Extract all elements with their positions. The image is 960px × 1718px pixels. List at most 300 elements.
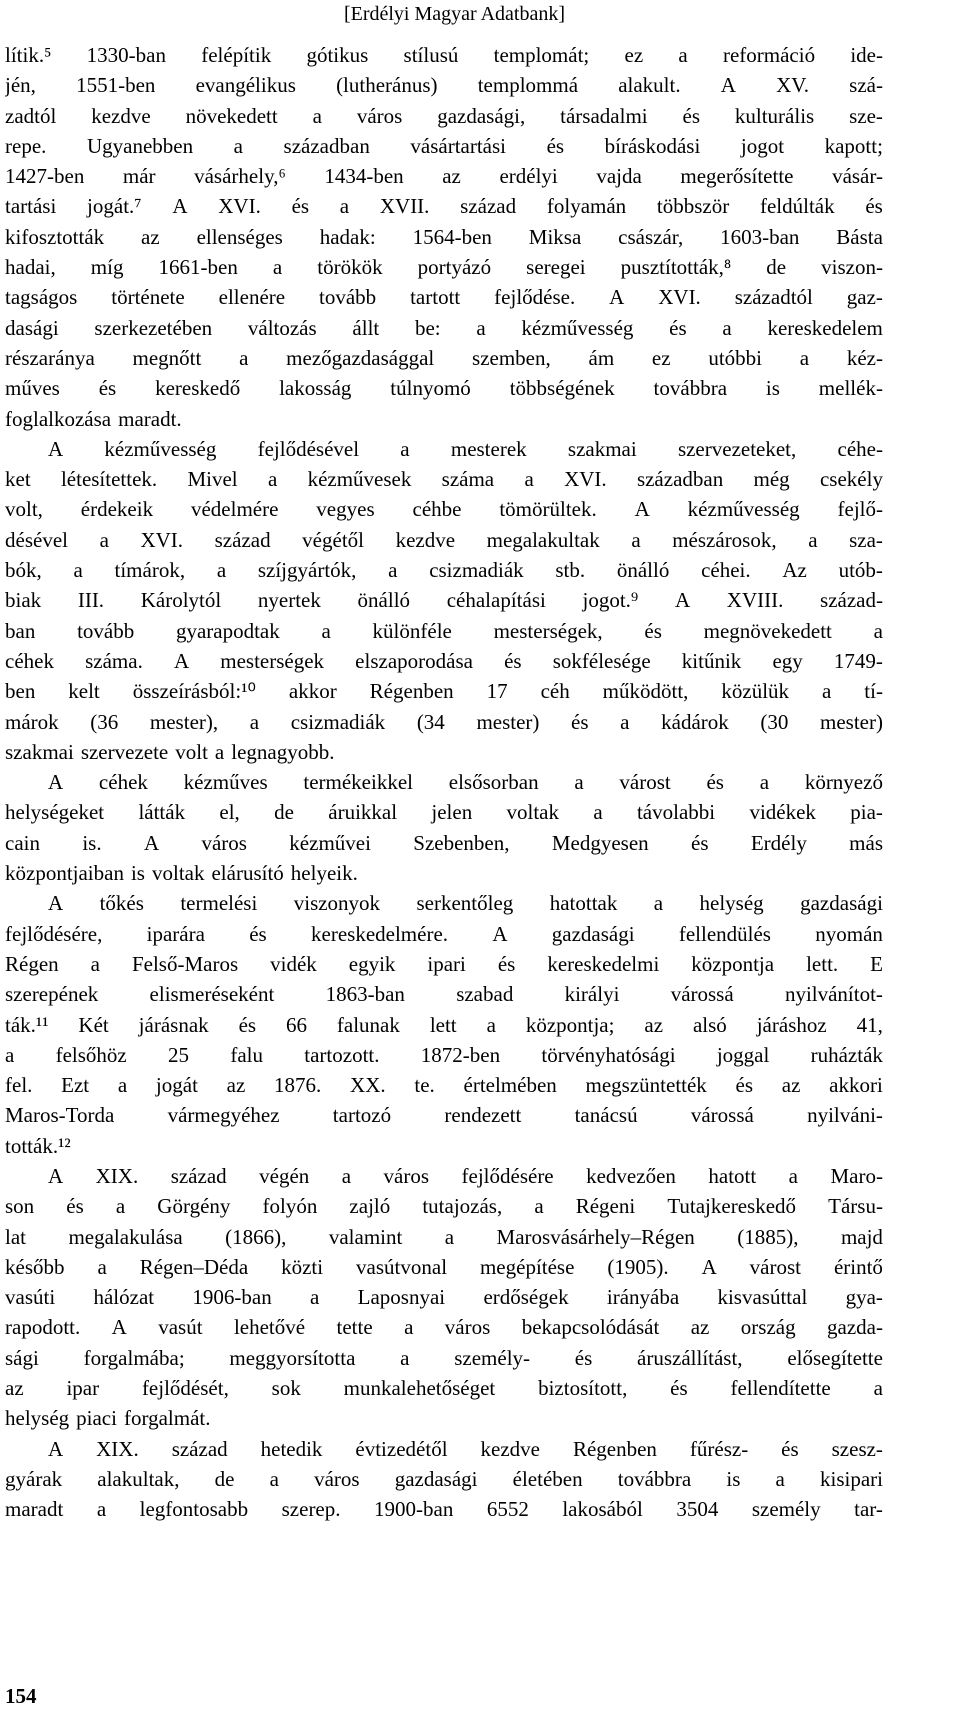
- word: fel.: [5, 1073, 33, 1098]
- word: ország: [740, 1315, 796, 1340]
- word: járásnak: [138, 1012, 209, 1037]
- word: A: [48, 436, 64, 461]
- word: 25: [168, 1042, 190, 1067]
- word: forgalmát.: [123, 1406, 211, 1431]
- word: serkentőleg: [416, 891, 514, 916]
- word: a: [115, 1194, 126, 1219]
- word: Az: [782, 558, 807, 583]
- word: és: [249, 921, 267, 946]
- word: Ugyanebben: [86, 133, 194, 158]
- word: várossá: [690, 1103, 754, 1128]
- word: tímárok,: [114, 558, 186, 583]
- word: tette: [336, 1315, 373, 1340]
- word: 3504: [676, 1497, 719, 1522]
- word: Régen–Déda: [139, 1254, 249, 1279]
- word: fejlődésével: [257, 436, 360, 461]
- word: fellendülés: [678, 921, 771, 946]
- word: 1603-ban: [720, 224, 800, 249]
- word: legnagyobb.: [231, 739, 335, 764]
- word: század: [170, 1163, 227, 1188]
- word: már: [122, 164, 156, 189]
- word: el,: [219, 800, 240, 825]
- word: XVIII.: [726, 588, 784, 613]
- word: forgalmába;: [83, 1345, 185, 1370]
- text-line: [5, 1222, 883, 1252]
- word: vasúti: [5, 1285, 56, 1310]
- word: csizmadiák: [290, 709, 386, 734]
- word: céhalapítási: [446, 588, 546, 613]
- word: seregei: [526, 255, 586, 280]
- word: is: [726, 1466, 741, 1491]
- word: tömörültek.: [499, 497, 597, 522]
- word: 1906-ban: [192, 1285, 272, 1310]
- word: várost: [749, 1254, 801, 1279]
- text-line: [5, 858, 883, 888]
- word: sági: [5, 1345, 39, 1370]
- word: a: [775, 1466, 785, 1491]
- word: XIX.: [95, 1163, 139, 1188]
- word: a: [404, 1315, 414, 1340]
- word: mester): [476, 709, 540, 734]
- text-line: [5, 282, 883, 312]
- word: zadtól: [5, 103, 57, 128]
- word: gazdasági: [394, 1466, 478, 1491]
- word: is: [130, 861, 145, 886]
- word: Mivel: [187, 467, 238, 492]
- word: felépítik: [201, 43, 272, 67]
- word: szíjgyártók,: [257, 558, 357, 583]
- word: királyi: [564, 982, 620, 1007]
- word: század: [460, 194, 517, 219]
- word: században: [283, 133, 370, 158]
- word: hatott: [708, 1163, 757, 1188]
- word: a: [90, 951, 100, 976]
- word: a: [593, 800, 603, 825]
- word: kádárok: [661, 709, 729, 734]
- word: a: [444, 1224, 455, 1249]
- word: az: [226, 1073, 246, 1098]
- word: viszonyok: [293, 891, 381, 916]
- word: életében: [512, 1466, 583, 1491]
- word: désével: [5, 527, 68, 552]
- word: céhek: [98, 770, 148, 795]
- word: város: [314, 1466, 360, 1491]
- text-line: [5, 434, 883, 464]
- word: helység: [5, 1406, 70, 1431]
- word: (30: [760, 709, 789, 734]
- word: 6552: [486, 1497, 529, 1522]
- word: 1661-ben: [158, 255, 238, 280]
- text-line: [5, 767, 883, 797]
- word: sze-: [849, 103, 883, 128]
- word: vásár-: [832, 164, 883, 189]
- word: repe.: [5, 133, 47, 158]
- word: XV.: [776, 73, 809, 98]
- word: A: [701, 1254, 717, 1279]
- word: Régeni: [575, 1194, 636, 1219]
- word: kisipari: [820, 1466, 883, 1491]
- word: a: [388, 558, 398, 583]
- word: a: [312, 103, 322, 128]
- word: kitűnik: [681, 648, 742, 673]
- word: kézművei: [289, 830, 371, 855]
- word: kelt: [68, 679, 100, 704]
- word: 1434-ben: [324, 164, 404, 189]
- word: kisvasúttal: [717, 1285, 808, 1310]
- word: többször: [656, 194, 730, 219]
- word: A: [48, 770, 64, 795]
- word: A: [492, 921, 508, 946]
- word: lehetővé: [233, 1315, 306, 1340]
- word: kereskedelmére.: [311, 921, 449, 946]
- word: járáshoz: [756, 1012, 827, 1037]
- word: vasútvonal: [356, 1254, 448, 1279]
- word: rendezett: [444, 1103, 522, 1128]
- text-line: [5, 1161, 883, 1191]
- word: evangélikus: [195, 73, 296, 98]
- word: fellendítette: [730, 1376, 831, 1401]
- word: 66: [285, 1012, 307, 1037]
- text-line: [5, 343, 883, 373]
- word: irányába: [606, 1285, 680, 1310]
- word: csizmadiák: [429, 558, 524, 583]
- word: város: [201, 830, 247, 855]
- word: te.: [414, 1073, 435, 1098]
- word: részaránya: [5, 345, 95, 370]
- word: termékeikkel: [303, 770, 413, 795]
- word: hadak:: [319, 224, 376, 249]
- word: mester): [820, 709, 883, 734]
- word: összeírásból:¹⁰: [132, 679, 256, 704]
- word: (1885),: [737, 1224, 799, 1249]
- text-line: [5, 131, 883, 161]
- word: míg: [90, 255, 124, 280]
- word: tartott: [410, 285, 461, 310]
- word: szakmai: [567, 436, 637, 461]
- word: kézművesek: [307, 467, 412, 492]
- text-line: [5, 161, 883, 191]
- page-header: [Erdélyi Magyar Adatbank]: [343, 3, 565, 25]
- word: szemben,: [472, 345, 551, 370]
- word: legfontosabb: [139, 1497, 249, 1522]
- word: XVI.: [218, 194, 261, 219]
- word: tanácsú: [574, 1103, 638, 1128]
- word: stb.: [555, 558, 586, 583]
- word: jelen: [431, 800, 473, 825]
- word: volt,: [5, 497, 43, 522]
- word: erdőségek: [483, 1285, 569, 1310]
- word: tagságos: [5, 285, 78, 310]
- word: szesz-: [831, 1436, 883, 1461]
- word: (1905).: [607, 1254, 669, 1279]
- word: várossá: [670, 982, 734, 1007]
- word: tí-: [864, 679, 883, 704]
- word: volt: [175, 739, 208, 764]
- word: bekapcsolódását: [521, 1315, 660, 1340]
- text-line: [5, 313, 883, 343]
- word: ám: [588, 345, 615, 370]
- word: zajló: [349, 1194, 391, 1219]
- word: nyertek: [257, 588, 321, 613]
- word: elsősorban: [448, 770, 539, 795]
- word: látták: [138, 800, 186, 825]
- word: reformáció: [722, 43, 816, 67]
- word: A: [609, 285, 625, 310]
- word: biztosított,: [538, 1376, 628, 1401]
- word: vidék: [270, 951, 317, 976]
- word: megalakulása: [68, 1224, 183, 1249]
- word: A: [634, 497, 650, 522]
- word: maradt: [5, 1497, 64, 1522]
- word: a: [678, 43, 688, 67]
- word: évtizedétől: [355, 1436, 448, 1461]
- word: érintő: [833, 1254, 883, 1279]
- word: és: [691, 830, 709, 855]
- word: gyarapodtak: [175, 618, 280, 643]
- word: a: [486, 1012, 496, 1037]
- word: a: [620, 709, 630, 734]
- word: hetedik: [260, 1436, 323, 1461]
- word: E: [870, 951, 883, 976]
- word: környező: [804, 770, 883, 795]
- word: vidékek: [749, 800, 816, 825]
- text-line: [5, 1100, 883, 1130]
- word: (34: [416, 709, 445, 734]
- text-line: [5, 949, 883, 979]
- word: kereskedő: [155, 376, 241, 401]
- word: ez: [651, 345, 671, 370]
- word: mezőgazdasággal: [286, 345, 435, 370]
- word: távolabbi: [636, 800, 716, 825]
- word: mesterek: [450, 436, 527, 461]
- word: akkor: [288, 679, 337, 704]
- word: tutajozás,: [422, 1194, 503, 1219]
- word: várost: [619, 770, 671, 795]
- word: 1551-ben: [76, 73, 156, 98]
- word: 17: [486, 679, 508, 704]
- text-line: [5, 676, 883, 706]
- word: gazdasági,: [437, 103, 526, 128]
- word: helység: [699, 891, 764, 916]
- word: rapodott.: [5, 1315, 81, 1340]
- word: gya-: [845, 1285, 883, 1310]
- word: az: [690, 1315, 710, 1340]
- word: vásártartási: [410, 133, 507, 158]
- word: Erdély: [750, 830, 807, 855]
- word: tartási: [5, 194, 57, 219]
- word: szerkezetében: [94, 315, 213, 340]
- word: száma: [441, 467, 495, 492]
- word: mellék-: [818, 376, 883, 401]
- word: voltak: [151, 861, 205, 886]
- word: vásárhely,⁶: [194, 164, 286, 189]
- word: Régen: [5, 951, 59, 976]
- word: szá-: [849, 73, 883, 98]
- word: ez: [624, 43, 644, 67]
- word: gazdasági: [551, 921, 635, 946]
- word: törökök: [317, 255, 383, 280]
- word: voltak: [506, 800, 560, 825]
- word: fejlődésére: [461, 1163, 554, 1188]
- word: utóbbi: [708, 345, 762, 370]
- word: jogát.⁷: [87, 194, 142, 219]
- word: pia-: [850, 800, 883, 825]
- word: kezdve: [395, 527, 456, 552]
- text-line: [5, 373, 883, 403]
- word: központja;: [525, 1012, 615, 1037]
- word: folyón: [262, 1194, 318, 1219]
- word: fejlődését,: [141, 1376, 229, 1401]
- word: A: [48, 1163, 64, 1188]
- word: végén: [259, 1163, 310, 1188]
- word: Régenben: [369, 679, 454, 704]
- word: alakultak,: [97, 1466, 180, 1491]
- word: Felső-Maros: [131, 951, 239, 976]
- word: túlnyomó: [390, 376, 471, 401]
- word: a: [233, 133, 243, 158]
- word: a: [653, 891, 664, 916]
- text-line: [5, 1252, 883, 1282]
- word: önálló: [616, 558, 670, 583]
- word: századtól: [734, 285, 813, 310]
- text-line: [5, 494, 883, 524]
- word: lakosság: [279, 376, 352, 401]
- word: az: [141, 224, 160, 249]
- word: sza-: [849, 527, 883, 552]
- word: (36: [90, 709, 119, 734]
- word: A: [172, 194, 188, 219]
- word: céhe-: [837, 436, 883, 461]
- word: templommá: [477, 73, 579, 98]
- word: és: [669, 315, 687, 340]
- word: jogot.⁹: [582, 588, 639, 613]
- word: város: [444, 1315, 491, 1340]
- word: központja: [691, 951, 775, 976]
- word: a: [822, 679, 832, 704]
- word: Ezt: [61, 1073, 90, 1098]
- word: hálózat: [93, 1285, 155, 1310]
- word: elszaporodása: [355, 648, 473, 673]
- word: önálló: [357, 588, 411, 613]
- word: vajda: [596, 164, 642, 189]
- word: Laposnyai: [357, 1285, 446, 1310]
- word: utób-: [838, 558, 883, 583]
- word: XIX.: [96, 1436, 139, 1461]
- text-line: [5, 40, 883, 70]
- word: be:: [414, 315, 441, 340]
- word: sok: [271, 1376, 301, 1401]
- word: Görgény: [157, 1194, 231, 1219]
- word: III.: [77, 588, 105, 613]
- text-line: [5, 1373, 883, 1403]
- word: szakmai: [5, 739, 74, 764]
- word: és: [574, 1345, 593, 1370]
- word: száma.: [85, 648, 143, 673]
- word: a: [873, 618, 883, 643]
- word: és: [781, 1436, 799, 1461]
- word: század-: [820, 588, 883, 613]
- word: a: [873, 1376, 883, 1401]
- page-number: 154: [5, 1684, 37, 1708]
- word: megszüntették: [585, 1073, 707, 1098]
- word: A: [111, 1315, 127, 1340]
- word: jogot: [740, 133, 785, 158]
- word: piaci: [76, 1406, 117, 1431]
- word: majd: [840, 1224, 883, 1249]
- text-line: [5, 646, 883, 676]
- word: a: [321, 618, 331, 643]
- word: elismeréseként: [149, 982, 275, 1007]
- word: gaz-: [846, 285, 883, 310]
- word: áruszállítást,: [637, 1345, 743, 1370]
- word: gazdasági: [800, 891, 883, 916]
- word: tartozott.: [304, 1042, 380, 1067]
- word: kifosztották: [5, 224, 105, 249]
- word: kereskedelem: [767, 315, 883, 340]
- word: kapott;: [824, 133, 883, 158]
- word: Károlytól: [140, 588, 222, 613]
- word: Medgyesen: [551, 830, 649, 855]
- word: a: [722, 315, 732, 340]
- word: dasági: [5, 315, 59, 340]
- word: a: [534, 1194, 544, 1219]
- word: erdélyi: [499, 164, 558, 189]
- word: elárusító: [211, 861, 284, 886]
- word: a: [788, 1163, 798, 1188]
- word: vasút: [158, 1315, 203, 1340]
- word: mesterségek,: [493, 618, 603, 643]
- word: Régenben: [572, 1436, 657, 1461]
- word: felsőhöz: [55, 1042, 127, 1067]
- word: márok: [5, 709, 59, 734]
- word: tották.¹²: [5, 1133, 71, 1158]
- word: tovább: [319, 285, 377, 310]
- word: A: [143, 830, 160, 855]
- word: század: [214, 527, 271, 552]
- word: a: [73, 558, 83, 583]
- word: a: [216, 558, 227, 583]
- word: a: [239, 345, 249, 370]
- word: (lutheránus): [336, 73, 438, 98]
- word: is: [765, 376, 780, 401]
- word: elősegítette: [787, 1345, 883, 1370]
- word: kezdve: [480, 1436, 540, 1461]
- text-line: [5, 737, 883, 767]
- word: A: [674, 588, 691, 613]
- word: 1427-ben: [5, 164, 85, 189]
- word: a: [117, 1073, 128, 1098]
- word: 1900-ban: [374, 1497, 454, 1522]
- text-line: [5, 1343, 883, 1373]
- text-line: [5, 222, 883, 252]
- word: a: [341, 1163, 352, 1188]
- word: az: [644, 1012, 664, 1037]
- word: a: [339, 194, 350, 219]
- word: és: [546, 133, 565, 158]
- word: A: [48, 891, 64, 916]
- text-line: [5, 1010, 883, 1040]
- word: ipari: [427, 951, 466, 976]
- word: helységeket: [5, 800, 105, 825]
- word: növekedett: [185, 103, 278, 128]
- word: vármegyéhez: [167, 1103, 280, 1128]
- word: változás: [247, 315, 317, 340]
- text-line: [5, 191, 883, 221]
- word: sokfélesége: [552, 648, 651, 673]
- text-line: [5, 1494, 883, 1524]
- word: gótikus: [306, 43, 369, 67]
- word: és: [865, 194, 883, 219]
